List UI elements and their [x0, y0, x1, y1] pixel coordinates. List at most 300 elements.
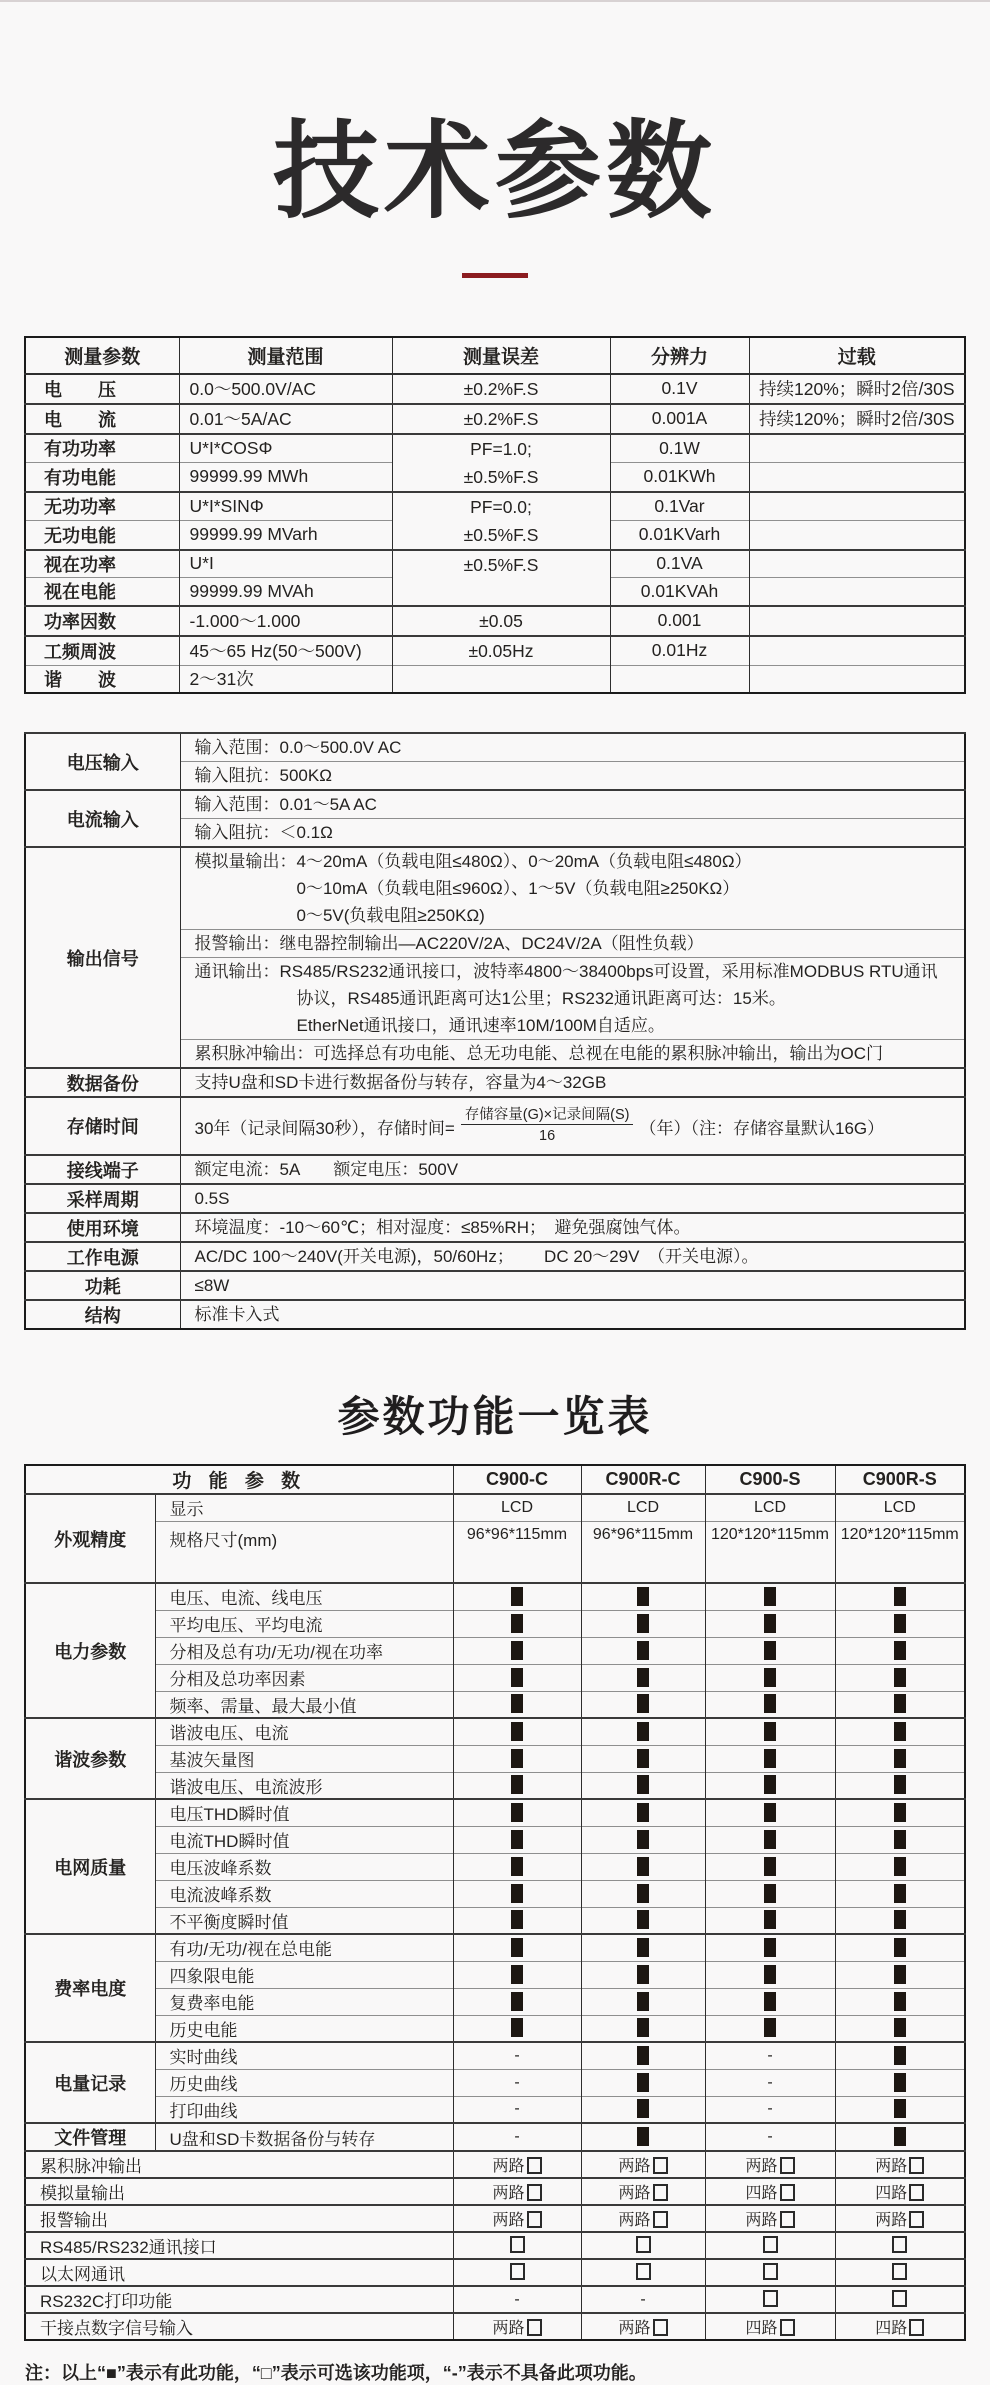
- io-table-row: [25, 1184, 965, 1213]
- feature-value-cell: LCD: [581, 1494, 705, 1521]
- feature-value-cell: [581, 2178, 705, 2205]
- feature-value-cell: [835, 2123, 965, 2151]
- matrix-table-row: [25, 2178, 965, 2205]
- io-value-cell: [180, 1213, 965, 1242]
- feature-value-cell: [453, 1664, 581, 1691]
- feature-value-cell: [705, 1907, 835, 1934]
- hollow-square-icon: [510, 2263, 525, 2280]
- feature-value-cell: [581, 1880, 705, 1907]
- feature-value-cell: [835, 1853, 965, 1880]
- spec-cell-range: 0.01～5A/AC: [179, 404, 392, 434]
- feature-value-cell: [581, 2123, 705, 2151]
- filled-square-icon: [637, 2127, 649, 2146]
- io-value-cell: [180, 1271, 965, 1300]
- spec-cell-resolution: 0.01KVAh: [610, 578, 749, 606]
- feature-value-cell: [705, 2259, 835, 2286]
- io-table-row: [25, 1271, 965, 1300]
- hollow-square-icon: [636, 2236, 651, 2253]
- filled-square-icon: [637, 1614, 649, 1633]
- feature-name-cell: 基波矢量图: [155, 1745, 453, 1772]
- io-value-cell: [180, 1040, 965, 1069]
- io-value-cell: [180, 819, 965, 848]
- feature-name-cell: 四象限电能: [155, 1961, 453, 1988]
- spec-cell-error: PF=1.0; ±0.5%F.S: [392, 434, 610, 492]
- filled-square-icon: [764, 1884, 776, 1903]
- matrix-table-row: [25, 2286, 965, 2313]
- feature-value-cell: [835, 1691, 965, 1718]
- feature-value-cell: [835, 1637, 965, 1664]
- feature-value-cell: [835, 2015, 965, 2042]
- spec-column-header: 过载: [749, 337, 965, 374]
- io-value-line: 输入范围：0.0～500.0V AC: [194, 738, 402, 758]
- matrix-table-row: [25, 1610, 965, 1637]
- group-label-cell: 电网质量: [25, 1799, 155, 1934]
- spec-cell-overload: [749, 636, 965, 666]
- feature-name-cell: 平均电压、平均电流: [155, 1610, 453, 1637]
- hollow-square-icon: [763, 2263, 778, 2280]
- io-value-line: 支持U盘和SD卡进行数据备份与转存，容量为4～32GB: [194, 1073, 607, 1093]
- spec-cell-resolution: 0.01Hz: [610, 636, 749, 666]
- hollow-square-icon: [780, 2184, 795, 2201]
- feature-value-cell: [453, 2232, 581, 2259]
- matrix-table-row: [25, 1907, 965, 1934]
- feature-name-cell: 报警输出: [25, 2205, 453, 2232]
- spec-table-header-row: [25, 337, 965, 374]
- spec-cell-overload: 持续120%；瞬时2倍/30S: [749, 404, 965, 434]
- matrix-table-row: [25, 1853, 965, 1880]
- filled-square-icon: [894, 1614, 906, 1633]
- spec-cell-param: 视在功率: [25, 550, 179, 578]
- io-table-row: [25, 1300, 965, 1329]
- filled-square-icon: [764, 1775, 776, 1794]
- hollow-square-icon: [909, 2319, 924, 2336]
- spec-cell-range: 99999.99 MVAh: [179, 578, 392, 606]
- io-value-line: 通讯输出：RS485/RS232通讯接口，波特率4800～38400bps可设置，采用标准MODBUS RTU通讯: [194, 962, 938, 982]
- feature-value-cell: 120*120*115mm: [705, 1521, 835, 1583]
- spec-cell-overload: [749, 434, 965, 463]
- fraction-denominator: 16: [539, 1127, 556, 1144]
- filled-square-icon: [894, 1668, 906, 1687]
- filled-square-icon: [894, 1587, 906, 1606]
- io-value-cell: [180, 790, 965, 819]
- feature-value-cell: [705, 1772, 835, 1799]
- io-value-line: ≤8W: [194, 1276, 230, 1296]
- feature-value-cell: [705, 1691, 835, 1718]
- feature-value-cell: [835, 2151, 965, 2178]
- option-count-label: 两路: [492, 2212, 525, 2230]
- feature-value-cell: -: [705, 2069, 835, 2096]
- feature-value-cell: [581, 2042, 705, 2069]
- spec-cell-range: 0.0～500.0V/AC: [179, 374, 392, 404]
- hollow-square-icon: [527, 2184, 542, 2201]
- feature-name-cell: 复费率电能: [155, 1988, 453, 2015]
- spec-cell-resolution: 0.01KWh: [610, 463, 749, 492]
- spec-cell-overload: [749, 492, 965, 521]
- feature-value-cell: [453, 2313, 581, 2340]
- hollow-square-icon: [892, 2263, 907, 2280]
- io-value-cell: [180, 1184, 965, 1213]
- feature-value-cell: [835, 1799, 965, 1826]
- filled-square-icon: [511, 2018, 523, 2037]
- filled-square-icon: [637, 2018, 649, 2037]
- model-comparison-table: [24, 1464, 966, 2341]
- group-label-cell: 外观精度: [25, 1494, 155, 1583]
- title-divider: [462, 273, 528, 278]
- feature-value-cell: [453, 1637, 581, 1664]
- feature-value-cell: [581, 1610, 705, 1637]
- footnote: 注：以上“■”表示有此功能，“□”表示可选该功能项，“-”表示不具备此项功能。: [25, 2363, 647, 2384]
- spec-cell-param: 电 流: [25, 404, 179, 434]
- filled-square-icon: [511, 1857, 523, 1876]
- feature-value-cell: [581, 1745, 705, 1772]
- feature-value-cell: [705, 2205, 835, 2232]
- feature-name-cell: 电压波峰系数: [155, 1853, 453, 1880]
- matrix-table-row: [25, 2259, 965, 2286]
- io-value-line: 标准卡入式: [194, 1305, 280, 1325]
- filled-square-icon: [894, 1910, 906, 1929]
- option-count-label: 两路: [492, 2320, 525, 2338]
- spec-cell-range: U*I*COSΦ: [179, 434, 392, 463]
- feature-value-cell: [705, 1880, 835, 1907]
- hollow-square-icon: [763, 2290, 778, 2307]
- feature-value-cell: LCD: [705, 1494, 835, 1521]
- feature-value-cell: [835, 1880, 965, 1907]
- feature-value-cell: [835, 2259, 965, 2286]
- spec-cell-resolution: [610, 665, 749, 693]
- feature-value-cell: [705, 2015, 835, 2042]
- feature-value-cell: [581, 1961, 705, 1988]
- feature-name-cell: 打印曲线: [155, 2096, 453, 2123]
- model-header: C900-C: [453, 1465, 581, 1494]
- feature-value-cell: [581, 1799, 705, 1826]
- matrix-table-row: [25, 1583, 965, 1610]
- option-count-label: 两路: [618, 2320, 651, 2338]
- feature-value-cell: [835, 1961, 965, 1988]
- feature-value-cell: [581, 2151, 705, 2178]
- matrix-table-row: [25, 2069, 965, 2096]
- spec-cell-resolution: 0.001A: [610, 404, 749, 434]
- feature-value-cell: [453, 1934, 581, 1961]
- feature-value-cell: [581, 2259, 705, 2286]
- spec-cell-resolution: 0.001: [610, 606, 749, 636]
- feature-value-cell: [453, 1691, 581, 1718]
- option-count-label: 两路: [745, 2212, 778, 2230]
- matrix-table-row: [25, 1961, 965, 1988]
- filled-square-icon: [637, 1694, 649, 1713]
- filled-square-icon: [637, 1830, 649, 1849]
- feature-value-cell: [581, 1718, 705, 1745]
- filled-square-icon: [764, 1614, 776, 1633]
- feature-value-cell: [705, 1934, 835, 1961]
- spec-cell-range: 45～65 Hz(50～500V): [179, 636, 392, 666]
- io-table-row: [25, 1242, 965, 1271]
- io-label-cell: 接线端子: [25, 1155, 180, 1184]
- io-table-row: [25, 1097, 965, 1155]
- filled-square-icon: [894, 2046, 906, 2065]
- spec-column-header: 测量范围: [179, 337, 392, 374]
- feature-value-cell: [705, 1826, 835, 1853]
- feature-name-cell: RS485/RS232通讯接口: [25, 2232, 453, 2259]
- feature-value-cell: [453, 2178, 581, 2205]
- feature-value-cell: [835, 2286, 965, 2313]
- matrix-table-row: [25, 1988, 965, 2015]
- hollow-square-icon: [909, 2184, 924, 2201]
- feature-name-cell: RS232C打印功能: [25, 2286, 453, 2313]
- filled-square-icon: [764, 1749, 776, 1768]
- matrix-table-row: [25, 2232, 965, 2259]
- feature-value-cell: [453, 1745, 581, 1772]
- feature-name-cell: 谐波电压、电流波形: [155, 1772, 453, 1799]
- spec-sheet-page: [0, 114, 990, 2385]
- io-value-cell: [180, 733, 965, 762]
- io-table-row: [25, 1155, 965, 1184]
- feature-value-cell: [705, 1745, 835, 1772]
- spec-cell-param: 无功功率: [25, 492, 179, 521]
- io-label-cell: 数据备份: [25, 1068, 180, 1097]
- filled-square-icon: [511, 1938, 523, 1957]
- io-value-cell: [180, 1242, 965, 1271]
- matrix-table-row: [25, 2096, 965, 2123]
- io-label-cell: 结构: [25, 1300, 180, 1329]
- io-value-line: 环境温度：-10～60℃；相对湿度：≤85%RH； 避免强腐蚀气体。: [194, 1218, 691, 1238]
- feature-value-cell: [581, 1637, 705, 1664]
- io-value-cell: [180, 847, 965, 930]
- filled-square-icon: [637, 1965, 649, 1984]
- feature-value-cell: [835, 1718, 965, 1745]
- feature-value-cell: [705, 2286, 835, 2313]
- section-title: 参数功能一览表: [337, 1393, 653, 1441]
- spec-table-row: [25, 636, 965, 666]
- feature-value-cell: [453, 1583, 581, 1610]
- matrix-table-row: [25, 1826, 965, 1853]
- io-value-line: 报警输出：继电器控制输出—AC220V/2A、DC24V/2A（阻性负载）: [194, 934, 704, 954]
- feature-value-cell: [705, 2178, 835, 2205]
- feature-value-cell: LCD: [453, 1494, 581, 1521]
- filled-square-icon: [511, 1884, 523, 1903]
- spec-cell-range: U*I*SINΦ: [179, 492, 392, 521]
- feature-name-cell: 不平衡度瞬时值: [155, 1907, 453, 1934]
- feature-name-cell: 历史电能: [155, 2015, 453, 2042]
- hollow-square-icon: [527, 2319, 542, 2336]
- spec-cell-range: 2～31次: [179, 665, 392, 693]
- filled-square-icon: [764, 1694, 776, 1713]
- spec-cell-error: ±0.05Hz: [392, 636, 610, 666]
- feature-value-cell: [705, 1583, 835, 1610]
- filled-square-icon: [894, 2018, 906, 2037]
- spec-cell-overload: [749, 665, 965, 693]
- filled-square-icon: [511, 1694, 523, 1713]
- io-table-row: [25, 847, 965, 930]
- feature-value-cell: 96*96*115mm: [581, 1521, 705, 1583]
- matrix-table-row: [25, 1799, 965, 1826]
- hollow-square-icon: [892, 2290, 907, 2307]
- filled-square-icon: [637, 1749, 649, 1768]
- hollow-square-icon: [909, 2211, 924, 2228]
- feature-value-cell: [835, 2313, 965, 2340]
- feature-value-cell: [581, 1691, 705, 1718]
- filled-square-icon: [764, 1830, 776, 1849]
- io-value-line: 0.5S: [194, 1189, 230, 1209]
- feature-name-cell: 电流波峰系数: [155, 1880, 453, 1907]
- matrix-table-row: [25, 1521, 965, 1583]
- feature-value-cell: [581, 1853, 705, 1880]
- feature-value-cell: [705, 2232, 835, 2259]
- spec-cell-error: PF=0.0; ±0.5%F.S: [392, 492, 610, 550]
- feature-name-cell: U盘和SD卡数据备份与转存: [155, 2123, 453, 2151]
- spec-table-row: [25, 606, 965, 636]
- fraction-prefix: 30年（记录间隔30秒），存储时间=: [194, 1118, 455, 1138]
- feature-value-cell: [581, 2313, 705, 2340]
- option-count-label: 四路: [745, 2320, 778, 2338]
- filled-square-icon: [637, 1587, 649, 1606]
- hollow-square-icon: [653, 2211, 668, 2228]
- feature-value-cell: -: [705, 2096, 835, 2123]
- model-header: C900-S: [705, 1465, 835, 1494]
- feature-value-cell: [835, 1745, 965, 1772]
- feature-name-cell: 分相及总功率因素: [155, 1664, 453, 1691]
- filled-square-icon: [637, 1992, 649, 2011]
- spec-cell-overload: [749, 578, 965, 606]
- feature-value-cell: [581, 1772, 705, 1799]
- feature-value-cell: [705, 1961, 835, 1988]
- spec-cell-overload: [749, 521, 965, 550]
- feature-value-cell: [705, 1799, 835, 1826]
- spec-cell-resolution: 0.1VA: [610, 550, 749, 578]
- matrix-table-row: [25, 1772, 965, 1799]
- feature-value-cell: [581, 2232, 705, 2259]
- spec-table-row: [25, 550, 965, 578]
- feature-value-cell: [705, 1664, 835, 1691]
- feature-value-cell: [835, 1610, 965, 1637]
- feature-value-cell: [705, 2313, 835, 2340]
- feature-value-cell: -: [453, 2042, 581, 2069]
- feature-name-cell: 以太网通讯: [25, 2259, 453, 2286]
- hollow-square-icon: [527, 2157, 542, 2174]
- io-value-cell: [180, 1300, 965, 1329]
- io-value-line: EtherNet通讯接口，通讯速率10M/100M自适应。: [296, 1016, 665, 1036]
- group-label-cell: 费率电度: [25, 1934, 155, 2042]
- filled-square-icon: [894, 1830, 906, 1849]
- feature-value-cell: [705, 1853, 835, 1880]
- filled-square-icon: [894, 1992, 906, 2011]
- page-title: 技术参数: [273, 113, 717, 231]
- io-label-cell: 采样周期: [25, 1184, 180, 1213]
- io-value-line: 输入阻抗：＜0.1Ω: [194, 823, 333, 843]
- filled-square-icon: [894, 1694, 906, 1713]
- filled-square-icon: [764, 1722, 776, 1741]
- filled-square-icon: [511, 1749, 523, 1768]
- feature-value-cell: [581, 1988, 705, 2015]
- hollow-square-icon: [780, 2319, 795, 2336]
- io-value-cell: [180, 762, 965, 791]
- feature-value-cell: -: [453, 2286, 581, 2313]
- io-table-row: [25, 790, 965, 819]
- spec-table-row: [25, 434, 965, 463]
- filled-square-icon: [894, 1965, 906, 1984]
- option-count-label: 两路: [618, 2158, 651, 2176]
- feature-value-cell: [453, 1826, 581, 1853]
- feature-name-cell: 模拟量输出: [25, 2178, 453, 2205]
- io-value-line: 协议，RS485通讯距离可达1公里；RS232通讯距离可达：15米。: [296, 989, 786, 1009]
- feature-name-cell: 累积脉冲输出: [25, 2151, 453, 2178]
- feature-value-cell: [453, 1772, 581, 1799]
- feature-value-cell: [835, 2042, 965, 2069]
- spec-cell-resolution: 0.01KVarh: [610, 521, 749, 550]
- io-value-cell: [180, 1155, 965, 1184]
- feature-value-cell: [581, 2096, 705, 2123]
- spec-cell-range: 99999.99 MWh: [179, 463, 392, 492]
- feature-value-cell: [835, 2205, 965, 2232]
- hollow-square-icon: [780, 2157, 795, 2174]
- matrix-table-row: [25, 1934, 965, 1961]
- io-value-line: 0～5V(负载电阻≥250KΩ): [296, 906, 485, 926]
- feature-name-cell: 干接点数字信号输入: [25, 2313, 453, 2340]
- io-value-cell: [180, 930, 965, 958]
- filled-square-icon: [764, 1965, 776, 1984]
- filled-square-icon: [637, 2073, 649, 2092]
- feature-value-cell: [705, 2151, 835, 2178]
- filled-square-icon: [511, 1830, 523, 1849]
- io-label-cell: 工作电源: [25, 1242, 180, 1271]
- feature-value-cell: [453, 1880, 581, 1907]
- spec-cell-overload: 持续120%；瞬时2倍/30S: [749, 374, 965, 404]
- feature-value-cell: [835, 1826, 965, 1853]
- option-count-label: 两路: [618, 2212, 651, 2230]
- io-value-cell: [180, 1097, 965, 1155]
- spec-cell-error: ±0.2%F.S: [392, 374, 610, 404]
- hollow-square-icon: [636, 2263, 651, 2280]
- filled-square-icon: [637, 2046, 649, 2065]
- spec-column-header: 测量误差: [392, 337, 610, 374]
- matrix-table-row: [25, 1745, 965, 1772]
- filled-square-icon: [511, 1587, 523, 1606]
- filled-square-icon: [637, 1910, 649, 1929]
- matrix-table-row: [25, 2123, 965, 2151]
- filled-square-icon: [894, 1722, 906, 1741]
- matrix-header-row: [25, 1465, 965, 1494]
- hollow-square-icon: [653, 2157, 668, 2174]
- feature-value-cell: [835, 2069, 965, 2096]
- feature-value-cell: [581, 1934, 705, 1961]
- spec-cell-param: 电 压: [25, 374, 179, 404]
- feature-value-cell: [835, 1772, 965, 1799]
- filled-square-icon: [511, 1722, 523, 1741]
- filled-square-icon: [764, 1938, 776, 1957]
- matrix-table-row: [25, 2042, 965, 2069]
- matrix-table-row: [25, 1880, 965, 1907]
- group-label-cell: 电量记录: [25, 2042, 155, 2123]
- spec-cell-overload: [749, 463, 965, 492]
- feature-value-cell: -: [705, 2042, 835, 2069]
- feature-value-cell: 96*96*115mm: [453, 1521, 581, 1583]
- hollow-square-icon: [909, 2157, 924, 2174]
- spec-cell-param: 功率因数: [25, 606, 179, 636]
- option-count-label: 两路: [745, 2158, 778, 2176]
- filled-square-icon: [894, 1749, 906, 1768]
- spec-cell-param: 视在电能: [25, 578, 179, 606]
- spec-column-header: 测量参数: [25, 337, 179, 374]
- spec-cell-error: [392, 665, 610, 693]
- feature-value-cell: [453, 1853, 581, 1880]
- feature-value-cell: [581, 2015, 705, 2042]
- hollow-square-icon: [510, 2236, 525, 2253]
- filled-square-icon: [637, 1775, 649, 1794]
- io-value-cell: [180, 958, 965, 1040]
- spec-cell-resolution: 0.1Var: [610, 492, 749, 521]
- filled-square-icon: [511, 1965, 523, 1984]
- matrix-table-row: [25, 2015, 965, 2042]
- filled-square-icon: [637, 1803, 649, 1822]
